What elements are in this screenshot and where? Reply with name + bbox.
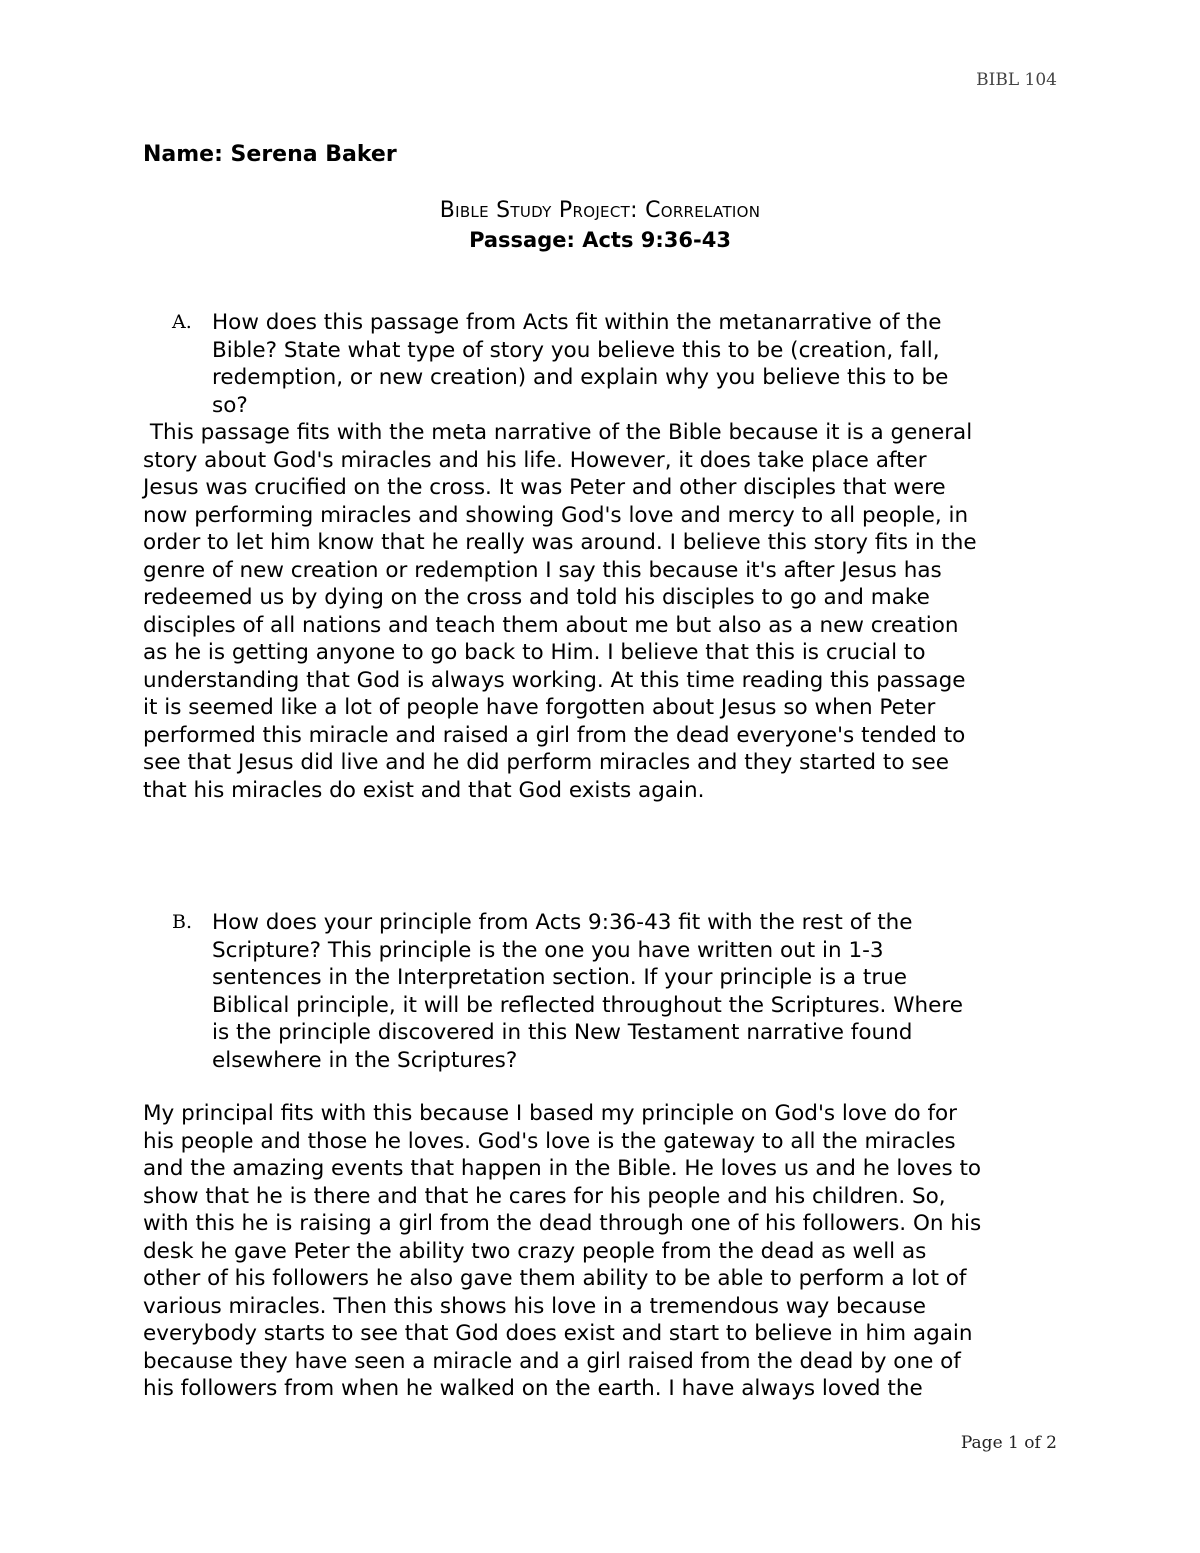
question-line: so? — [212, 392, 248, 418]
question-b-text — [212, 909, 1052, 1074]
answer-line: his people and those he loves. God's love is the gateway to all the miracles — [143, 1128, 956, 1154]
question-a — [172, 309, 1052, 419]
answer-line: desk he gave Peter the ability two crazy people from the dead as well as — [143, 1238, 927, 1264]
question-a-letter: A. — [172, 311, 192, 333]
answer-line: other of his followers he also gave them ability to be able to perform a lot of — [143, 1266, 967, 1291]
answer-line: show that he is there and that he cares for his people and his children. So, — [143, 1183, 946, 1209]
answer-line: My principal fits with this because I based my principle on God's love do for — [143, 1101, 958, 1126]
document-title: Bible Study Project: Correlation — [439, 198, 761, 223]
question-b-letter: B. — [172, 911, 193, 933]
answer-line: redeemed us by dying on the cross and told his disciples to go and make — [143, 585, 930, 610]
question-a-text — [212, 309, 1052, 419]
page-number: Page 1 of 2 — [960, 1433, 1057, 1453]
question-line: sentences in the Interpretation section. If your principle is a true — [212, 965, 908, 990]
answer-line: his followers from when he walked on the earth. I have always loved the — [143, 1376, 923, 1401]
question-b — [172, 909, 1052, 1074]
answer-line: Jesus was crucified on the cross. It was Peter and other disciples that were — [143, 475, 946, 500]
student-name: Name: Serena Baker — [143, 142, 397, 167]
question-line: Scripture? This principle is the one you have written out in 1-3 — [212, 937, 884, 963]
answer-line: genre of new creation or redemption I say this because it's after Jesus has — [143, 557, 942, 583]
answer-line: story about God's miracles and his life. However, it does take place after — [143, 447, 927, 473]
question-line: Biblical principle, it will be reflected throughout the Scriptures. Where — [212, 992, 963, 1018]
question-line: elsewhere in the Scriptures? — [212, 1047, 518, 1073]
answer-line: with this he is raising a girl from the dead through one of his followers. On his — [143, 1211, 982, 1236]
question-line: How does your principle from Acts 9:36-43 fit with the rest of the — [212, 910, 913, 935]
answer-line: various miracles. Then this shows his love in a tremendous way because — [143, 1293, 926, 1319]
answer-line: everybody starts to see that God does exist and start to believe in him again — [143, 1321, 973, 1346]
answer-line: now performing miracles and showing God's love and mercy to all people, in — [143, 502, 969, 528]
answer-a — [143, 419, 1058, 804]
answer-line: performed this miracle and raised a girl from the dead everyone's tended to — [143, 722, 966, 748]
answer-line: see that Jesus did live and he did perform miracles and they started to see — [143, 750, 949, 775]
answer-line: and the amazing events that happen in the Bible. He loves us and he loves to — [143, 1156, 982, 1181]
answer-line: that his miracles do exist and that God exists again. — [143, 777, 705, 803]
question-line: Bible? State what type of story you believe this to be (creation, fall, — [212, 337, 940, 363]
answer-line: order to let him know that he really was around. I believe this story fits in the — [143, 530, 977, 555]
answer-line: because they have seen a miracle and a girl raised from the dead by one of — [143, 1348, 961, 1374]
answer-line: it is seemed like a lot of people have forgotten about Jesus so when Peter — [143, 695, 936, 720]
question-line: redemption, or new creation) and explain why you believe this to be — [212, 365, 949, 390]
answer-b — [143, 1100, 1058, 1403]
answer-line: as he is getting anyone to go back to Him. I believe that this is crucial to — [143, 640, 926, 665]
question-line: is the principle discovered in this New Testament narrative found — [212, 1020, 913, 1045]
answer-line: understanding that God is always working. At this time reading this passage — [143, 667, 966, 693]
answer-line: disciples of all nations and teach them about me but also as a new creation — [143, 612, 959, 638]
header-course-code: BIBL 104 — [976, 70, 1057, 90]
passage-subtitle: Passage: Acts 9:36-43 — [469, 228, 731, 252]
answer-line: This passage fits with the meta narrative of the Bible because it is a general — [143, 420, 973, 445]
question-line: How does this passage from Acts fit within the metanarrative of the — [212, 310, 942, 335]
